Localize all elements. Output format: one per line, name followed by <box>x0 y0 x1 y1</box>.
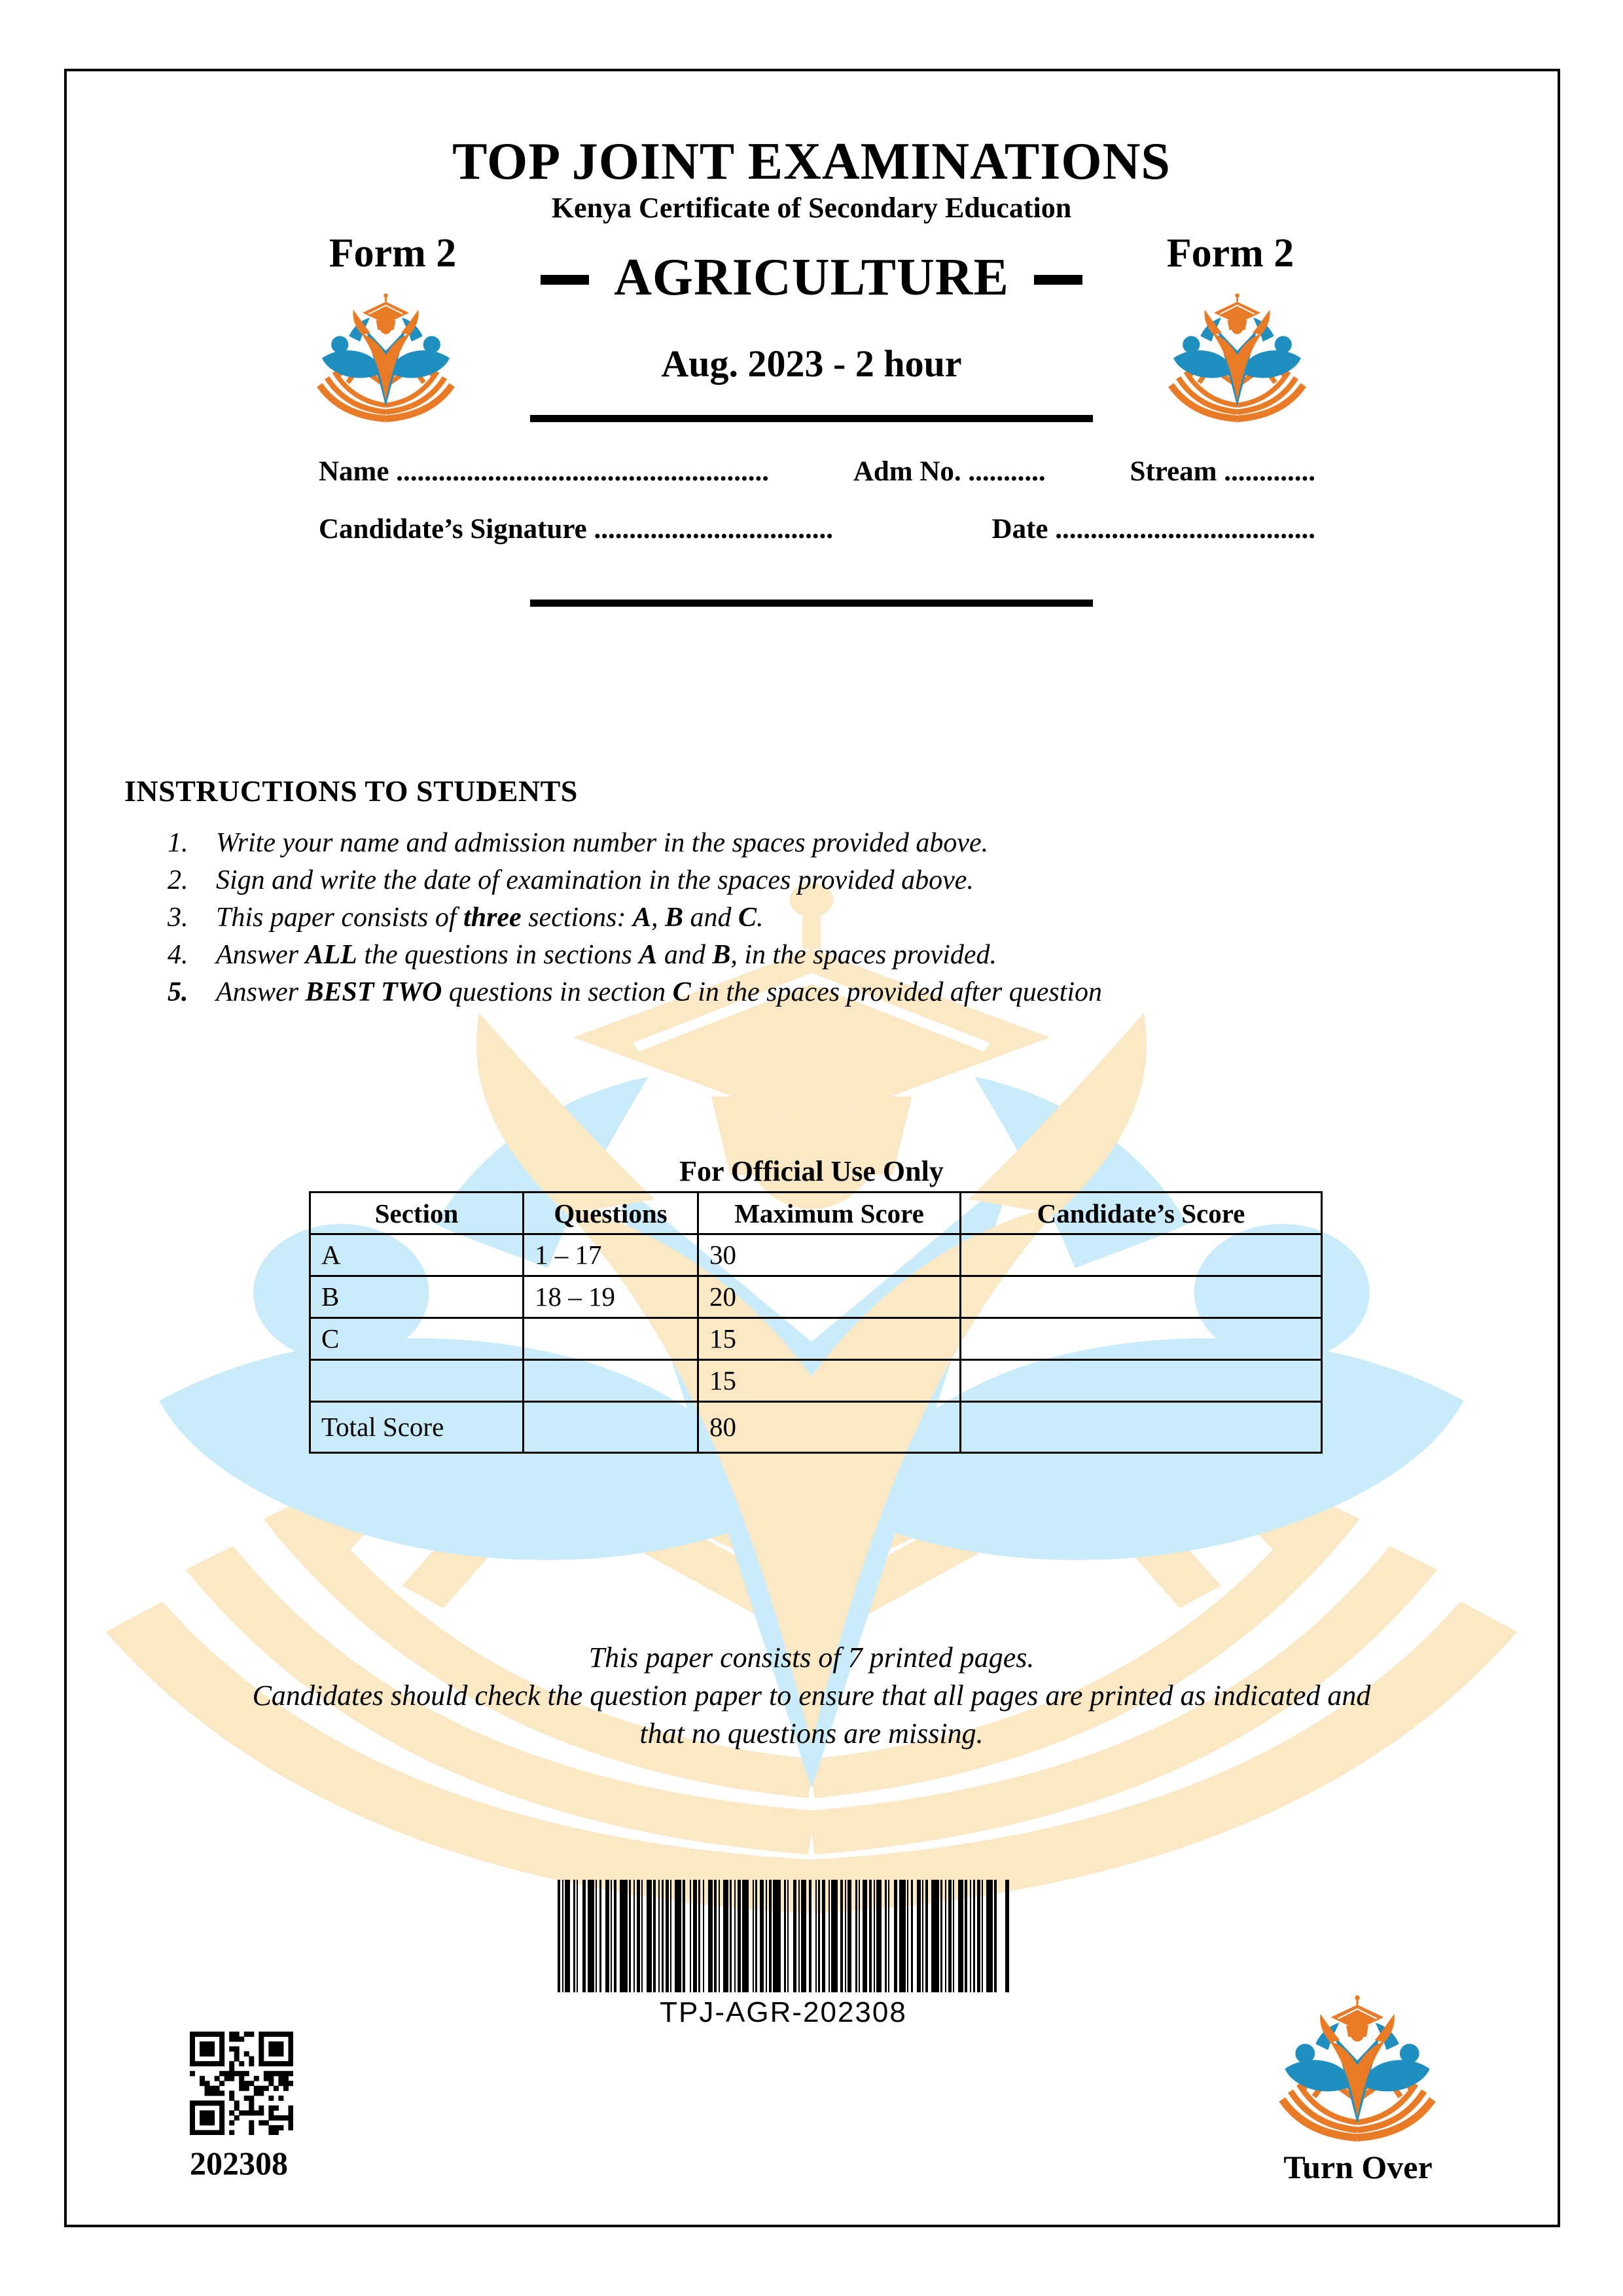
signature-label: Candidate’s Signature <box>319 514 587 545</box>
name-label: Name <box>319 456 389 487</box>
qr-block <box>190 2032 334 2182</box>
stream-field[interactable] <box>1130 456 1315 488</box>
candidate-row-2 <box>319 513 1315 545</box>
table-row <box>310 1318 1322 1360</box>
table-cell: 1 – 17 <box>524 1234 698 1276</box>
table-header-cell: Candidate’s Score <box>961 1193 1322 1234</box>
stream-label: Stream <box>1130 456 1217 487</box>
table-cell <box>524 1402 698 1453</box>
table-cell: C <box>310 1318 524 1360</box>
candidate-row-1 <box>319 456 1315 488</box>
exam-session: Aug. 2023 - 2 hour <box>661 342 962 385</box>
subject-dash-left <box>541 275 589 285</box>
instruction-text: Answer ALL the questions in sections A and B, in the spaces provided. <box>216 940 997 970</box>
table-cell: 80 <box>698 1402 961 1453</box>
subject-dash-right <box>1034 275 1082 285</box>
barcode-text: TPJ-AGR-202308 <box>660 1996 907 2028</box>
table-cell: 20 <box>698 1276 961 1318</box>
date-field[interactable] <box>992 513 1315 545</box>
instruction-item <box>168 862 1463 899</box>
instruction-number: 2. <box>168 865 188 895</box>
table-row <box>310 1234 1322 1276</box>
table-cell <box>524 1318 698 1360</box>
table-head <box>310 1193 1322 1234</box>
instructions-heading: INSTRUCTIONS TO STUDENTS <box>124 774 578 808</box>
form-level-left: Form 2 <box>329 231 457 276</box>
instruction-number: 5. <box>168 977 188 1007</box>
subject-title: AGRICULTURE <box>614 249 1009 306</box>
instruction-number: 3. <box>168 903 188 933</box>
candidate-score-cell[interactable] <box>961 1234 1322 1276</box>
subject-row <box>0 251 1623 304</box>
signature-dotted-line: .................................. <box>594 514 834 545</box>
table-cell: A <box>310 1234 524 1276</box>
stream-dotted-line: ............. <box>1224 456 1315 487</box>
date-label: Date <box>991 514 1048 545</box>
pages-note-line-1: This paper consists of 7 printed pages. <box>588 1641 1035 1674</box>
table-body <box>310 1234 1322 1453</box>
table-cell: 15 <box>698 1318 961 1360</box>
official-use-table-title: For Official Use Only <box>679 1155 944 1187</box>
school-logo-footer <box>1274 1994 1441 2147</box>
form-level-right: Form 2 <box>1166 231 1294 276</box>
instruction-item <box>168 899 1463 937</box>
table-row <box>310 1402 1322 1453</box>
table-header-cell: Section <box>310 1193 524 1234</box>
divider-line-bottom <box>530 600 1093 607</box>
instruction-text: Write your name and admission number in the spaces provided above. <box>216 828 989 858</box>
adm-no-label: Adm No. <box>853 456 961 487</box>
barcode-image <box>558 1880 1009 1992</box>
paper-code: 202308 <box>190 2145 288 2181</box>
adm-no-field[interactable] <box>853 456 1046 488</box>
signature-field[interactable] <box>319 513 833 545</box>
barcode-block <box>558 1880 1009 2029</box>
table-row <box>310 1360 1322 1402</box>
table-header-cell: Questions <box>524 1193 698 1234</box>
table-cell: 18 – 19 <box>524 1276 698 1318</box>
candidate-score-cell[interactable] <box>961 1402 1322 1453</box>
table-cell <box>310 1360 524 1402</box>
table-header-row <box>310 1193 1322 1234</box>
instruction-text: This paper consists of three sections: A, B and C. <box>216 903 764 933</box>
adm-no-dotted-line: ........... <box>968 456 1046 487</box>
pages-note <box>0 1639 1623 1753</box>
instruction-item <box>168 825 1463 862</box>
instructions-list <box>168 825 1463 1011</box>
table-header-cell: Maximum Score <box>698 1193 961 1234</box>
page-title: TOP JOINT EXAMINATIONS <box>452 133 1171 190</box>
pages-note-line-3: that no questions are missing. <box>639 1717 984 1749</box>
certificate-subtitle: Kenya Certificate of Secondary Education <box>551 192 1072 224</box>
table-cell: Total Score <box>310 1402 524 1453</box>
pages-note-line-2: Candidates should check the question paper to ensure that all pages are printed as indicated and <box>252 1679 1371 1712</box>
name-dotted-line: ..................................................... <box>396 456 769 487</box>
candidate-score-cell[interactable] <box>961 1360 1322 1402</box>
instruction-text: Sign and write the date of examination in the spaces provided above. <box>216 865 974 895</box>
turn-over-label: Turn Over <box>1283 2149 1433 2185</box>
date-dotted-line: ..................................... <box>1055 514 1315 545</box>
table-cell: 15 <box>698 1360 961 1402</box>
table-cell: B <box>310 1276 524 1318</box>
table-cell: 30 <box>698 1234 961 1276</box>
instruction-text: Answer BEST TWO questions in section C in the spaces provided after question <box>216 977 1103 1007</box>
instruction-item <box>168 937 1463 974</box>
instruction-number: 4. <box>168 940 188 970</box>
official-use-table <box>309 1191 1323 1454</box>
qr-code-image <box>190 2032 293 2135</box>
divider-line-top <box>530 415 1093 422</box>
name-field[interactable] <box>319 456 769 488</box>
candidate-score-cell[interactable] <box>961 1276 1322 1318</box>
instruction-number: 1. <box>168 828 188 858</box>
candidate-score-cell[interactable] <box>961 1318 1322 1360</box>
instruction-item <box>168 974 1463 1011</box>
table-cell <box>524 1360 698 1402</box>
table-row <box>310 1276 1322 1318</box>
